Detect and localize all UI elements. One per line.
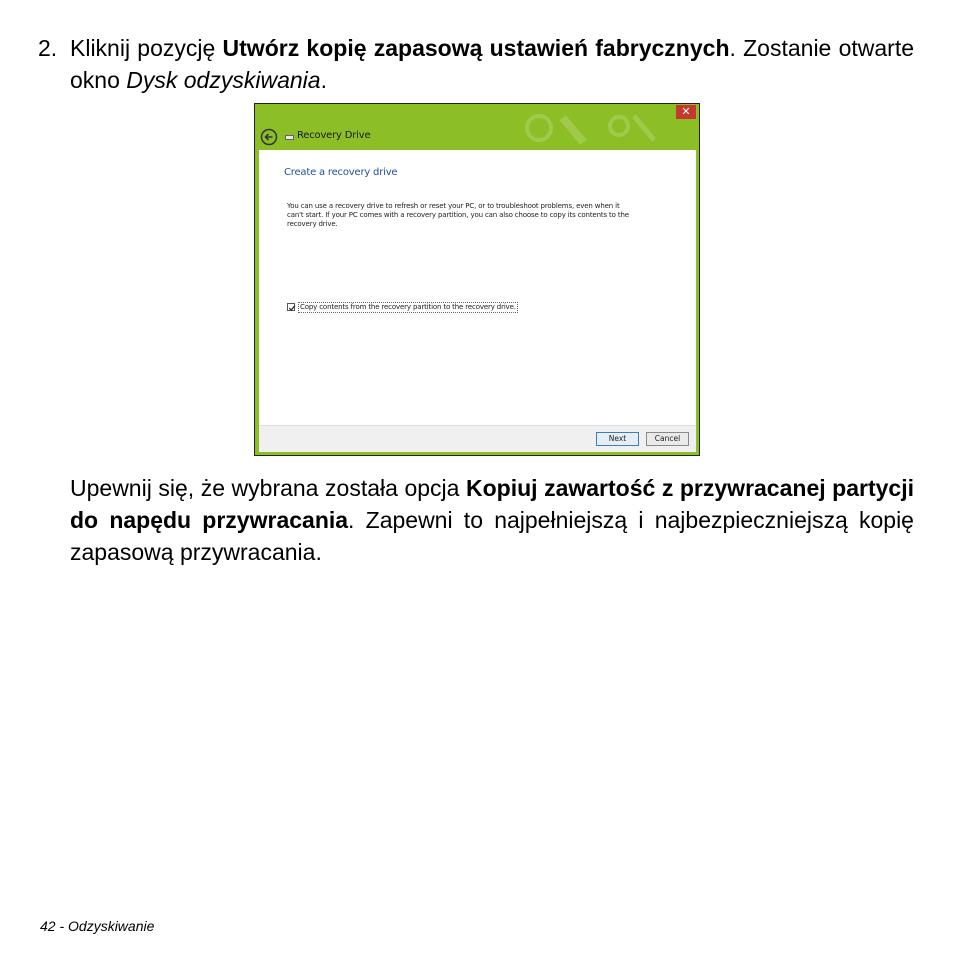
copy-contents-label[interactable]: Copy contents from the recovery partition to the recovery drive. <box>300 302 516 311</box>
close-button[interactable] <box>676 105 696 119</box>
title-bar <box>255 104 699 148</box>
note-text: Upewnij się, że wybrana została opcja <box>70 475 466 501</box>
step-window-name: Dysk odzyskiwania <box>126 67 321 93</box>
page-footer: 42 - Odzyskiwanie <box>40 918 155 934</box>
note-paragraph <box>70 472 914 568</box>
step-number: 2. <box>38 35 58 61</box>
step-paragraph <box>38 32 915 96</box>
checkmark-icon <box>288 304 296 312</box>
step-text: . <box>320 67 327 93</box>
wizard-description: You can use a recovery drive to refresh or reset your PC, or to troubleshoot problems, even when it can't start. If your PC comes with a recovery partition, you can also choose to copy its contents to the recovery drive. <box>287 202 629 228</box>
copy-contents-option[interactable] <box>287 301 518 313</box>
step-text: Kliknij pozycję <box>70 35 223 61</box>
app-title: Recovery Drive <box>297 130 371 141</box>
drive-icon <box>285 135 294 140</box>
wizard-heading: Create a recovery drive <box>284 167 398 178</box>
decorative-tools-icon <box>499 106 659 150</box>
back-arrow-icon[interactable] <box>260 128 278 146</box>
next-button[interactable]: Next <box>596 432 639 446</box>
note-option-name: Kopiuj zawartość z przywracanej partycji do napędu przywracania <box>70 475 914 533</box>
copy-contents-checkbox[interactable] <box>287 303 295 311</box>
cancel-button[interactable]: Cancel <box>646 432 689 446</box>
recovery-drive-screenshot <box>254 103 700 456</box>
wizard-content <box>259 150 696 425</box>
note-text: . Zapewni to najpełniejszą i najbezpieczniejszą kopię zapasową przywracania. <box>70 507 914 565</box>
step-text: . Zostanie otwarte okno <box>70 35 915 93</box>
step-option-name: Utwórz kopię zapasową ustawień fabrycznych <box>222 35 730 61</box>
wizard-footer <box>259 425 696 452</box>
close-icon: ✕ <box>681 106 691 118</box>
